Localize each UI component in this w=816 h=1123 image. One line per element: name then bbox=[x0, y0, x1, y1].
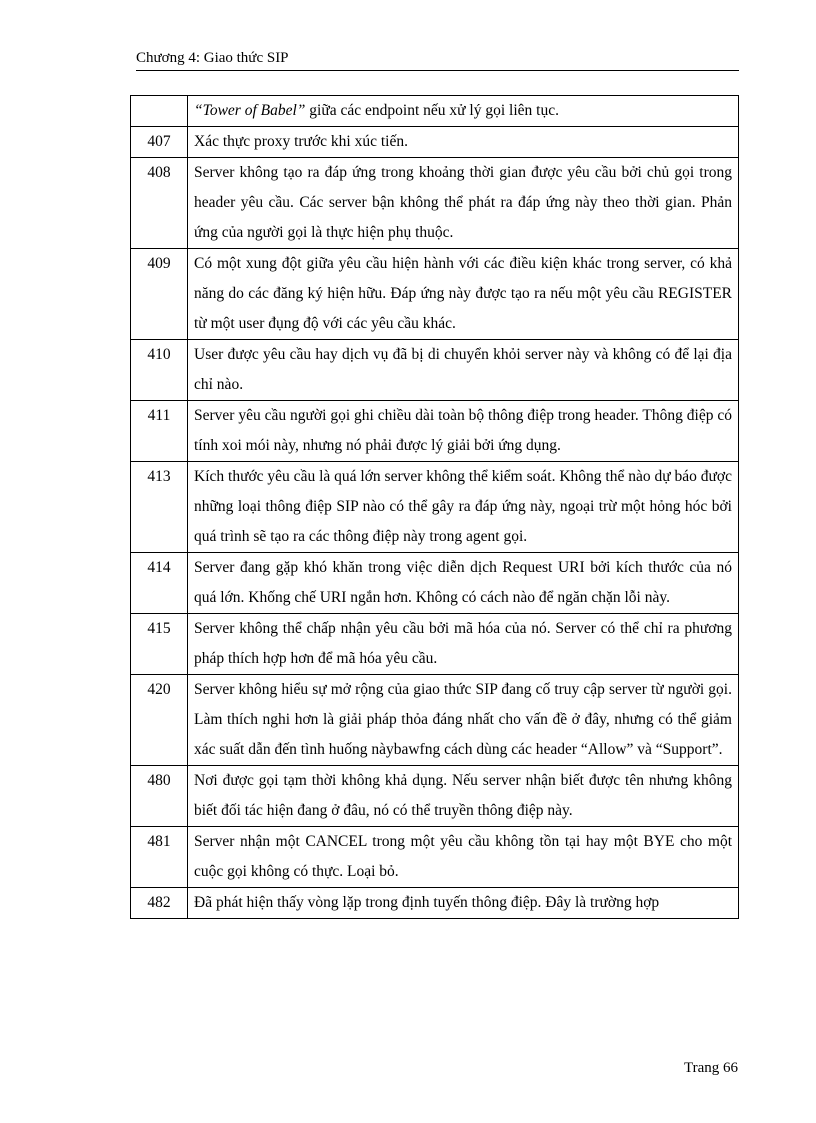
status-code-cell: 408 bbox=[131, 158, 188, 249]
description-cell: Server đang gặp khó khăn trong việc diễn dịch Request URI bởi kích thước của nó quá lớn. Khống chế URI ngắn hơn. Không có cách nào để ngăn chặn lỗi này. bbox=[188, 553, 739, 614]
table-row bbox=[131, 249, 739, 340]
description-cell: Xác thực proxy trước khi xúc tiến. bbox=[188, 127, 739, 158]
description-cell: Có một xung đột giữa yêu cầu hiện hành với các điều kiện khác trong server, có khả năng do các đăng ký hiện hữu. Đáp ứng này được tạo ra nếu một yêu cầu REGISTER từ một user đụng độ với các yêu cầu khác. bbox=[188, 249, 739, 340]
status-code-cell: 420 bbox=[131, 675, 188, 766]
description-cell: Server không hiểu sự mở rộng của giao thức SIP đang cố truy cập server từ người gọi. Làm thích nghi hơn là giải pháp thỏa đáng nhất cho vấn đề ở đây, nhưng có thể giảm xác suất dẫn đến tình huống nàybawfng cách dùng các header “Allow” và “Support”. bbox=[188, 675, 739, 766]
description-cell: Kích thước yêu cầu là quá lớn server không thể kiểm soát. Không thể nào dự báo được những loại thông điệp SIP nào có thể gây ra đáp ứng này, ngoại trừ một hỏng hóc bởi quá trình sẽ tạo ra các thông điệp này trong agent gọi. bbox=[188, 462, 739, 553]
table-row bbox=[131, 127, 739, 158]
status-code-cell: 481 bbox=[131, 827, 188, 888]
status-code-table bbox=[130, 95, 739, 919]
table-row bbox=[131, 462, 739, 553]
description-cell bbox=[188, 96, 739, 127]
status-code-cell: 409 bbox=[131, 249, 188, 340]
description-text: giữa các endpoint nếu xử lý gọi liên tục. bbox=[305, 102, 559, 119]
status-code-cell: 415 bbox=[131, 614, 188, 675]
table-row bbox=[131, 675, 739, 766]
table-row bbox=[131, 766, 739, 827]
status-code-cell bbox=[131, 96, 188, 127]
description-cell: Nơi được gọi tạm thời không khả dụng. Nếu server nhận biết được tên nhưng không biết đối tác hiện đang ở đâu, nó có thể truyền thông điệp này. bbox=[188, 766, 739, 827]
italic-quote: “Tower of Babel” bbox=[194, 102, 306, 119]
page-number: Trang 66 bbox=[683, 1060, 738, 1076]
table-row bbox=[131, 553, 739, 614]
table-row bbox=[131, 340, 739, 401]
status-code-cell: 414 bbox=[131, 553, 188, 614]
status-code-cell: 411 bbox=[131, 401, 188, 462]
description-cell: User được yêu cầu hay dịch vụ đã bị di chuyển khỏi server này và không có để lại địa chỉ nào. bbox=[188, 340, 739, 401]
table-row bbox=[131, 96, 739, 127]
page-header: Chương 4: Giao thức SIP bbox=[136, 50, 739, 71]
description-cell: Server không thể chấp nhận yêu cầu bởi mã hóa của nó. Server có thể chỉ ra phương pháp thích hợp hơn để mã hóa yêu cầu. bbox=[188, 614, 739, 675]
status-code-cell: 413 bbox=[131, 462, 188, 553]
description-cell: Đã phát hiện thấy vòng lặp trong định tuyến thông điệp. Đây là trường hợp bbox=[188, 888, 739, 919]
table-row bbox=[131, 158, 739, 249]
status-code-cell: 482 bbox=[131, 888, 188, 919]
table-row bbox=[131, 614, 739, 675]
description-cell: Server yêu cầu người gọi ghi chiều dài toàn bộ thông điệp trong header. Thông điệp có tính xoi mói này, nhưng nó phải được lý giải bởi ứng dụng. bbox=[188, 401, 739, 462]
table-row bbox=[131, 827, 739, 888]
table-row bbox=[131, 888, 739, 919]
status-code-cell: 480 bbox=[131, 766, 188, 827]
status-code-cell: 410 bbox=[131, 340, 188, 401]
description-cell: Server không tạo ra đáp ứng trong khoảng thời gian được yêu cầu bởi chủ gọi trong header yêu cầu. Các server bận không thể phát ra đáp ứng này theo thời gian. Phản ứng của người gọi là thực hiện phụ thuộc. bbox=[188, 158, 739, 249]
description-cell: Server nhận một CANCEL trong một yêu cầu không tồn tại hay một BYE cho một cuộc gọi không có thực. Loại bỏ. bbox=[188, 827, 739, 888]
table-row bbox=[131, 401, 739, 462]
status-code-cell: 407 bbox=[131, 127, 188, 158]
